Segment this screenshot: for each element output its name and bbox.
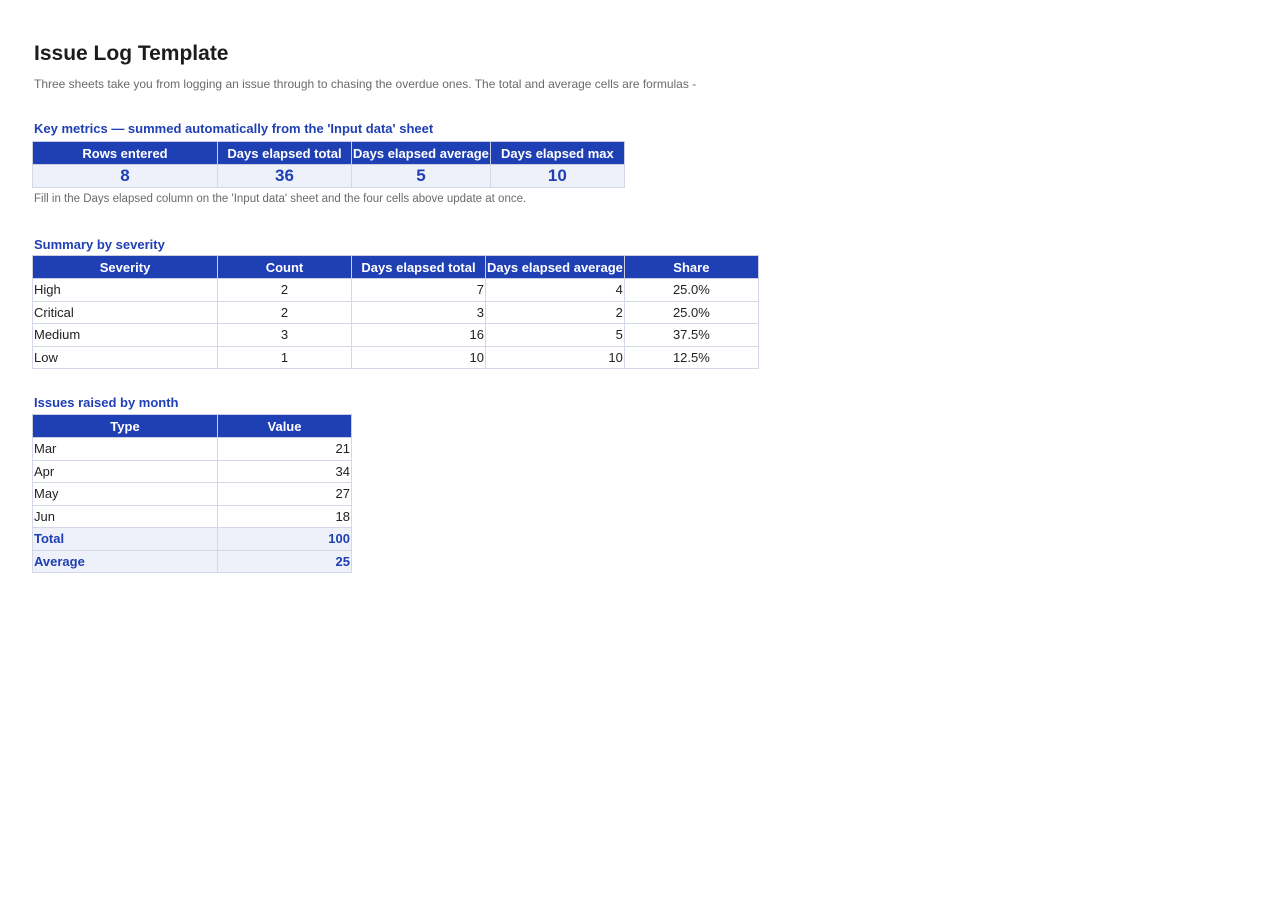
metric-days-max[interactable]: 10 (490, 165, 624, 188)
page-title: Issue Log Template (34, 42, 229, 65)
severity-cell[interactable]: Critical (33, 301, 218, 324)
metric-days-average[interactable]: 5 (352, 165, 491, 188)
days-total-cell[interactable]: 3 (352, 301, 486, 324)
metrics-section-title: Key metrics — summed automatically from the 'Input data' sheet (34, 121, 434, 136)
value-cell[interactable]: 18 (218, 505, 352, 528)
days-total-cell[interactable]: 10 (352, 346, 486, 369)
days-average-cell[interactable]: 4 (486, 279, 625, 302)
metrics-header-row (33, 142, 625, 165)
severity-header-cell[interactable]: Days elapsed average (486, 256, 625, 279)
table-row (33, 438, 352, 461)
metrics-note: Fill in the Days elapsed column on the 'Input data' sheet and the four cells above update at once. (34, 193, 527, 205)
share-cell[interactable]: 25.0% (624, 279, 758, 302)
days-average-cell[interactable]: 2 (486, 301, 625, 324)
days-average-cell[interactable]: 5 (486, 324, 625, 347)
table-row (33, 324, 759, 347)
severity-header-cell[interactable]: Share (624, 256, 758, 279)
count-cell[interactable]: 2 (218, 301, 352, 324)
monthly-table (32, 414, 352, 573)
metrics-header-cell[interactable]: Days elapsed average (352, 142, 491, 165)
month-cell[interactable]: Mar (33, 438, 218, 461)
days-total-cell[interactable]: 16 (352, 324, 486, 347)
severity-header-cell[interactable]: Days elapsed total (352, 256, 486, 279)
month-cell[interactable]: Apr (33, 460, 218, 483)
days-total-cell[interactable]: 7 (352, 279, 486, 302)
table-row (33, 346, 759, 369)
count-cell[interactable]: 1 (218, 346, 352, 369)
metrics-table (32, 141, 625, 188)
metrics-header-cell[interactable]: Days elapsed max (490, 142, 624, 165)
monthly-header-cell[interactable]: Type (33, 415, 218, 438)
metrics-header-cell[interactable]: Rows entered (33, 142, 218, 165)
table-row (33, 301, 759, 324)
severity-header-cell[interactable]: Severity (33, 256, 218, 279)
value-cell[interactable]: 34 (218, 460, 352, 483)
severity-header-cell[interactable]: Count (218, 256, 352, 279)
value-cell[interactable]: 27 (218, 483, 352, 506)
severity-header-row (33, 256, 759, 279)
severity-section-title: Summary by severity (34, 237, 165, 252)
metrics-value-row (33, 165, 625, 188)
severity-table (32, 255, 759, 369)
average-value[interactable]: 25 (218, 550, 352, 573)
metric-days-total[interactable]: 36 (218, 165, 352, 188)
average-label[interactable]: Average (33, 550, 218, 573)
share-cell[interactable]: 25.0% (624, 301, 758, 324)
monthly-header-row (33, 415, 352, 438)
table-row (33, 483, 352, 506)
average-row (33, 550, 352, 573)
total-value[interactable]: 100 (218, 528, 352, 551)
metric-rows-entered[interactable]: 8 (33, 165, 218, 188)
share-cell[interactable]: 37.5% (624, 324, 758, 347)
total-label[interactable]: Total (33, 528, 218, 551)
severity-cell[interactable]: High (33, 279, 218, 302)
monthly-header-cell[interactable]: Value (218, 415, 352, 438)
share-cell[interactable]: 12.5% (624, 346, 758, 369)
monthly-section-title: Issues raised by month (34, 395, 179, 410)
page-subtitle: Three sheets take you from logging an issue through to chasing the overdue ones. The total and average cells are formulas - (34, 77, 697, 91)
count-cell[interactable]: 3 (218, 324, 352, 347)
table-row (33, 279, 759, 302)
table-row (33, 460, 352, 483)
month-cell[interactable]: May (33, 483, 218, 506)
severity-cell[interactable]: Medium (33, 324, 218, 347)
value-cell[interactable]: 21 (218, 438, 352, 461)
days-average-cell[interactable]: 10 (486, 346, 625, 369)
count-cell[interactable]: 2 (218, 279, 352, 302)
metrics-header-cell[interactable]: Days elapsed total (218, 142, 352, 165)
total-row (33, 528, 352, 551)
table-row (33, 505, 352, 528)
severity-cell[interactable]: Low (33, 346, 218, 369)
month-cell[interactable]: Jun (33, 505, 218, 528)
